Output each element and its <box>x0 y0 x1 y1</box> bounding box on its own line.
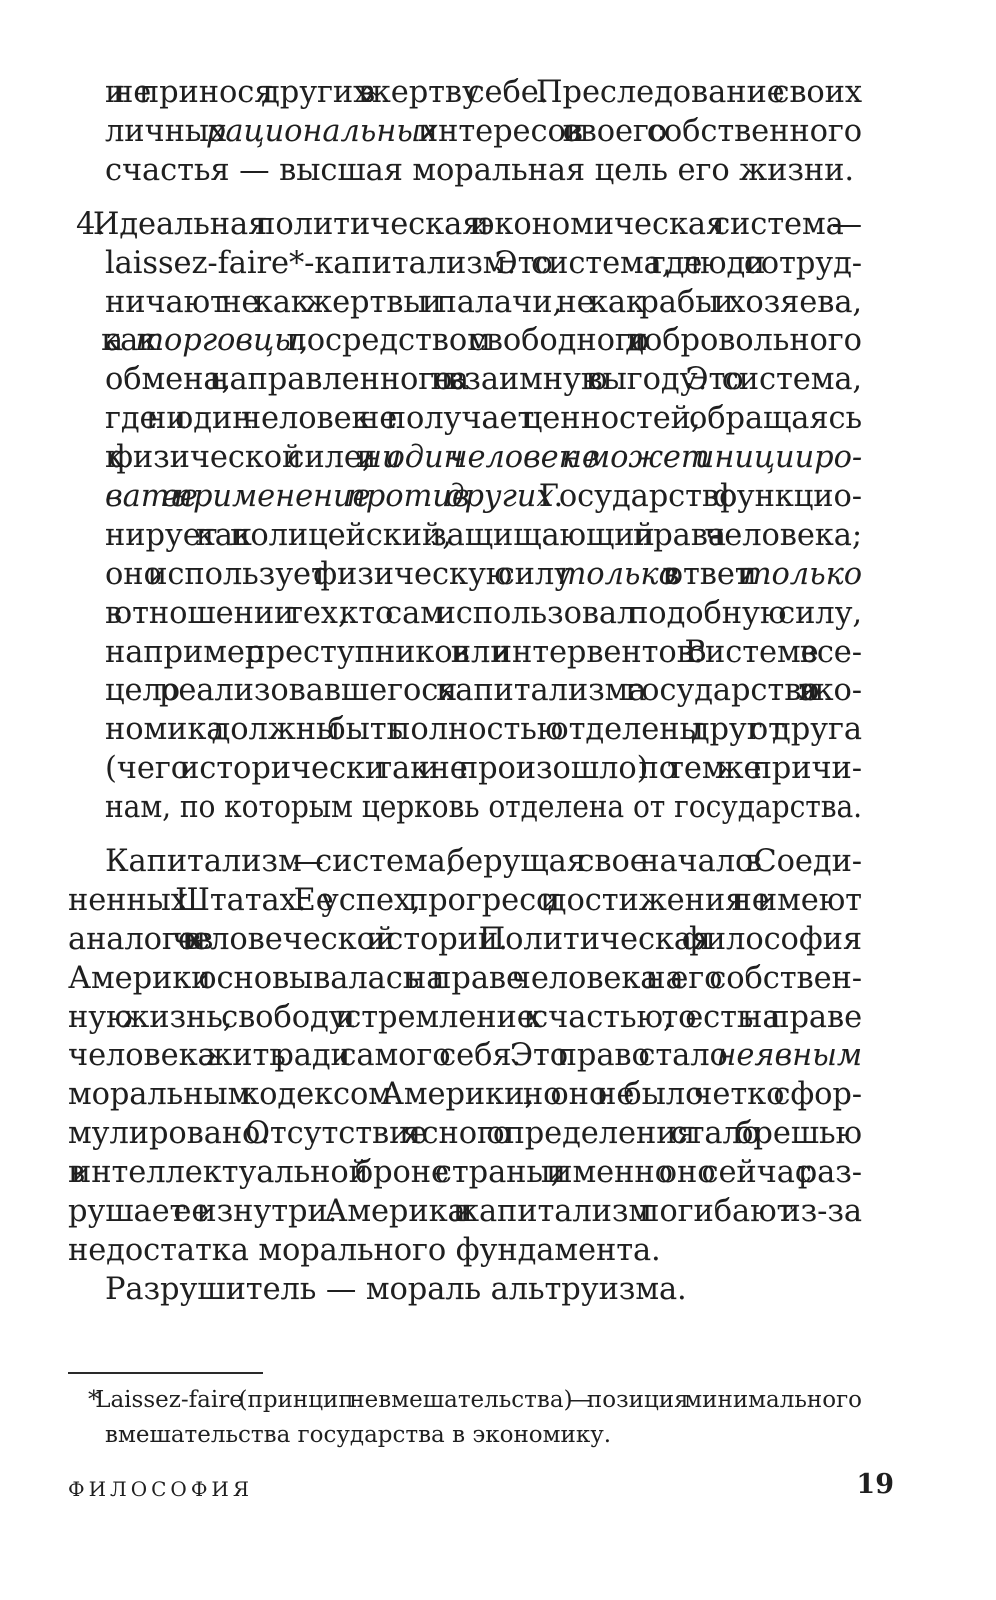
text-run: например преступников или интервентов. В системе все- <box>105 635 862 670</box>
text-line <box>105 843 862 881</box>
text-run: где ни один человек не получает ценностей, обращаясь <box>105 401 863 436</box>
text-line <box>105 439 862 477</box>
text-line <box>105 74 862 112</box>
text-line <box>105 361 862 399</box>
running-head: ФИЛОСОФИЯ <box>68 1477 254 1501</box>
text-run: ничают не как жертвы и палачи, не как рабы и хозяева, <box>105 285 863 320</box>
text-run: . Государство функцио- <box>553 479 862 514</box>
text-run: цело реализовавшегося капитализма государство и эко- <box>105 673 862 708</box>
text-line <box>68 960 862 998</box>
footnote-line: вмешательства государства в экономику. <box>105 1422 612 1448</box>
text-line <box>68 1076 862 1114</box>
text-line <box>68 1232 661 1270</box>
text-line <box>68 921 862 959</box>
text-line <box>105 113 862 151</box>
italic-run: неявным <box>716 1038 863 1073</box>
text-run: номика должны быть полностью отделены друг от друга <box>105 712 862 747</box>
text-line <box>105 672 862 710</box>
text-run: обмена, направленного на взаимную выгоду. Это система, <box>105 362 863 397</box>
text-run: мулировано. Отсутствие ясного определения стало брешью <box>68 1116 863 1151</box>
text-line <box>105 152 854 190</box>
text-line <box>68 1037 862 1075</box>
text-line <box>68 1154 862 1192</box>
text-line <box>68 999 862 1037</box>
text-line <box>105 789 862 827</box>
text-run: аналогов в человеческой истории. Политическая философия <box>68 922 862 957</box>
text-run: интересов и своего собственного <box>438 114 862 149</box>
text-run: нирует как полицейский, защищающий права человека; <box>105 518 863 553</box>
text-line <box>105 400 862 438</box>
text-run: человека жить ради самого себя. Это право стало <box>68 1038 717 1073</box>
text-run: нам, по которым церковь отделена от государства. <box>105 790 862 825</box>
italic-run: ни один человек не может иницииро- <box>361 440 863 475</box>
text-line <box>105 711 862 749</box>
text-line <box>105 750 862 788</box>
text-line <box>68 882 862 920</box>
text-run: недостатка морального фундамента. <box>68 1233 661 1268</box>
text-run: ную жизнь, свободу и стремление к счастью, то есть на праве <box>68 1000 863 1035</box>
italic-run: рациональных <box>205 114 439 149</box>
text-run: (чего исторически так и не произошло) по тем же причи- <box>105 751 862 786</box>
text-run: в ответ и <box>676 557 743 592</box>
text-line <box>68 1115 862 1153</box>
text-run: 4. Идеальная политическая и экономическая система — <box>76 207 863 242</box>
text-line <box>105 1271 687 1309</box>
text-run: к физической силе, и <box>105 440 362 475</box>
text-run: Капитализм — система, берущая свое начало в Соеди- <box>105 844 862 879</box>
text-line <box>105 556 862 594</box>
text-run: в интеллектуальной броне страны, и именно оно сейчас раз- <box>68 1155 862 1190</box>
footnote-line: * Laissez-faire (принцип невмешательства) — позиция минимального <box>88 1387 862 1413</box>
text-run: в отношении тех, кто сам использовал подобную силу, <box>105 596 863 631</box>
text-line <box>76 206 862 244</box>
italic-run: только <box>742 557 862 592</box>
text-line <box>105 322 862 360</box>
text-run: оно использует физическую силу <box>105 557 558 592</box>
text-run: счастья — высшая моральная цель его жизни. <box>105 153 854 188</box>
italic-run: торговцы <box>135 323 299 358</box>
text-run: и не принося других в жертву себе. Преследование своих <box>105 75 862 110</box>
text-run: а как <box>105 323 136 358</box>
text-line <box>68 1193 862 1231</box>
italic-run: только <box>557 557 677 592</box>
text-run: рушает ее изнутри. Америка и капитализм погибают из-за <box>68 1194 862 1229</box>
text-run: моральным кодексом Америки, но оно не было четко сфор- <box>68 1077 862 1112</box>
text-line <box>105 245 862 283</box>
italic-run: вать ее применение против других <box>105 479 554 514</box>
text-line <box>105 284 862 322</box>
footnote-divider <box>68 1372 263 1374</box>
text-run: Разрушитель — мораль альтруизма. <box>105 1272 687 1307</box>
text-run: laissez-faire*-капитализм. Это система, где люди сотруд- <box>105 246 862 281</box>
text-run: Америки основывалась на праве человека на его собствен- <box>68 961 862 996</box>
text-run: ненных Штатах. Ее успех, прогресс и достижения не имеют <box>68 883 862 918</box>
text-run: личных <box>105 114 206 149</box>
text-line <box>105 634 862 672</box>
text-line <box>105 478 862 516</box>
text-line <box>105 595 862 633</box>
text-run: , посредством свободного и добровольного <box>298 323 862 358</box>
text-line <box>105 517 862 555</box>
page-number: 19 <box>856 1469 894 1500</box>
